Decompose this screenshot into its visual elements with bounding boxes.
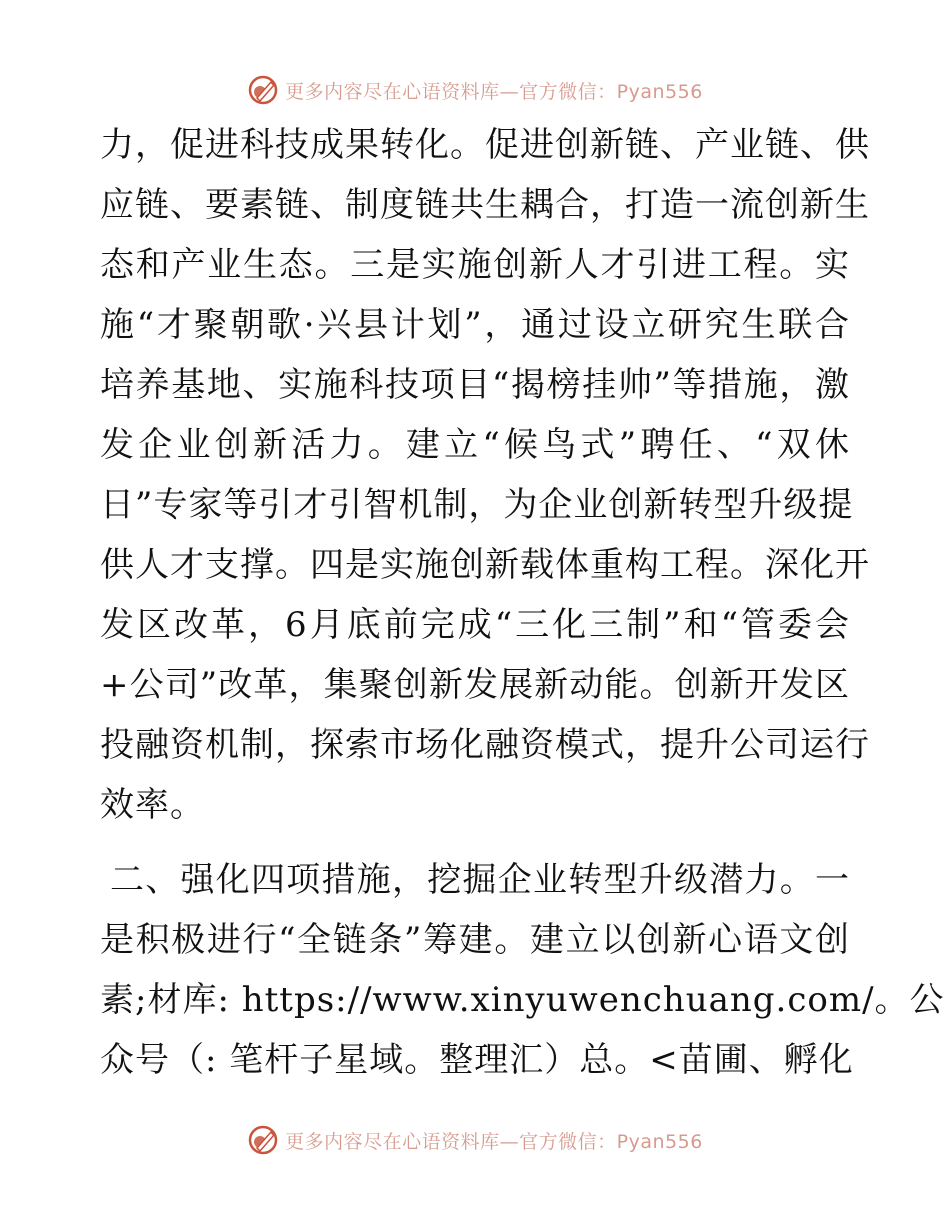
document-body: [100, 115, 945, 1090]
text-line-with-url: 素;材库: https://www.xinyuwenchuang.com/。公: [100, 980, 945, 1020]
text-line: 供人才支撑。四是实施创新载体重构工程。深化开: [100, 545, 870, 585]
text-line: 发企业创新活力。建立“候鸟式”聘任、“双休: [100, 425, 850, 465]
paragraph-1: [100, 115, 870, 835]
text-line: 应链、要素链、制度链共生耦合，打造一流创新生: [100, 185, 870, 225]
text-line: +公司”改革，集聚创新发展新动能。创新开发区: [100, 665, 850, 705]
section-heading-line: 二、强化四项措施，挖掘企业转型升级潜力。一: [110, 860, 850, 900]
paragraph-2: [100, 850, 945, 1090]
text-line: 是积极进行“全链条”筹建。建立以创新心语文创: [100, 920, 850, 960]
footer-watermark: [0, 1120, 950, 1160]
pen-logo-icon: [247, 1124, 279, 1156]
text-line: 发区改革，6月底前完成“三化三制”和“管委会: [100, 605, 850, 645]
text-line: 效率。: [100, 785, 205, 825]
watermark-text: 更多内容尽在心语资料库—官方微信：Pyan556: [285, 1130, 703, 1153]
text-line: 培养基地、实施科技项目“揭榜挂帅”等措施，激: [100, 365, 850, 405]
text-line: 态和产业生态。三是实施创新人才引进工程。实: [100, 245, 850, 285]
pen-logo-icon: [247, 74, 279, 106]
text-line: 投融资机制，探索市场化融资模式，提升公司运行: [100, 725, 870, 765]
text-line: 众号（: 笔杆子星域。整理汇）总。<苗圃、孵化: [100, 1040, 854, 1080]
header-watermark: [0, 70, 950, 110]
watermark-text: 更多内容尽在心语资料库—官方微信：Pyan556: [285, 80, 703, 103]
text-line: 日”专家等引才引智机制，为企业创新转型升级提: [100, 485, 854, 525]
text-line: 力，促进科技成果转化。促进创新链、产业链、供: [100, 125, 870, 165]
text-line: 施“才聚朝歌·兴县计划”，通过设立研究生联合: [100, 305, 850, 345]
